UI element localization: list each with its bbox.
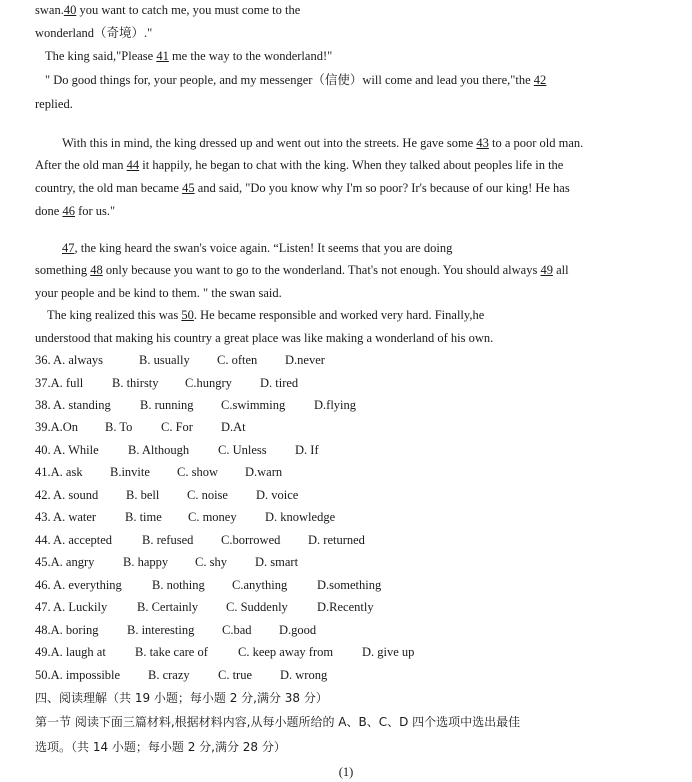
story-line (35, 330, 493, 346)
text: it happily, he began to chat with the king. When they talked about peoples life in the (139, 158, 564, 172)
blank-number: 44 (126, 158, 140, 172)
option-c: C. noise (187, 488, 228, 502)
text: to a poor old man. (488, 136, 584, 150)
text: you want to catch me, you must come to the (76, 3, 301, 17)
option-c: C.borrowed (221, 533, 281, 547)
blank-number: 47 (62, 241, 75, 255)
option-a: 36. A. always (35, 353, 104, 367)
option-a: 49.A. laugh at (35, 645, 106, 659)
option-c: C. Suddenly (226, 600, 288, 614)
option-d: D.Recently (317, 600, 374, 614)
option-d: D. If (295, 443, 319, 457)
option-c: C. show (177, 465, 218, 479)
option-d: D.never (285, 353, 325, 367)
option-a: 46. A. everything (35, 578, 122, 592)
text: me the way to the wonderland!" (168, 49, 333, 63)
blank-number: 43 (476, 136, 489, 150)
option-c: C.swimming (221, 398, 286, 412)
section-heading: 四、阅读理解（共 19 小题；每小题 2 分,满分 38 分） (35, 691, 328, 705)
option-d: D.something (317, 578, 382, 592)
text: . He became responsible and worked very hard. Finally,he (193, 308, 485, 322)
option-d: D. wrong (280, 668, 328, 682)
text: , the king heard the swan's voice again. “Listen! It seems that you are doing (74, 241, 453, 255)
option-a: 47. A. Luckily (35, 600, 108, 614)
text: something (35, 263, 91, 277)
option-b: B. crazy (148, 668, 190, 682)
option-a: 40. A. While (35, 443, 99, 457)
blank-number: 45 (182, 181, 195, 195)
text: understood that making his country a great place was like making a wonderland of his own. (35, 331, 494, 345)
text: The king said,"Please (45, 49, 157, 63)
blank-number: 41 (156, 49, 169, 63)
text: and said, "Do you know why I'm so poor? Ir's because of our king! He has (194, 181, 570, 195)
text: replied. (35, 97, 73, 111)
option-c: C. shy (195, 555, 227, 569)
option-c: C.anything (232, 578, 288, 592)
passage-label: (1) (338, 765, 354, 779)
section-instructions: 选项。（共 14 小题；每小题 2 分,满分 28 分） (35, 740, 286, 754)
section-instructions: 第一节 阅读下面三篇材料,根据材料内容,从每小题所给的 A、B、C、D 四个选项中选出最佳 (35, 715, 521, 729)
option-a: 42. A. sound (35, 488, 99, 502)
option-b: B. interesting (127, 623, 195, 637)
text: country, the old man became (35, 181, 183, 195)
option-c: C. true (218, 668, 253, 682)
option-c: C. keep away from (238, 645, 334, 659)
option-d: D. give up (362, 645, 415, 659)
option-d: D. smart (255, 555, 299, 569)
text: done (35, 204, 63, 218)
story-line (35, 157, 563, 173)
option-c: C.hungry (185, 376, 232, 390)
text: swan. (35, 3, 64, 17)
option-b: B. bell (126, 488, 160, 502)
option-b: B. nothing (152, 578, 205, 592)
story-line (62, 135, 583, 151)
option-a: 45.A. angry (35, 555, 95, 569)
option-d: D.flying (314, 398, 357, 412)
blank-number: 46 (62, 204, 75, 218)
option-a: 37.A. full (35, 376, 84, 390)
option-c: C. For (161, 420, 193, 434)
blank-number: 50 (181, 308, 194, 322)
option-c: C. money (188, 510, 237, 524)
blank-number: 42 (533, 73, 547, 87)
blank-number: 49 (540, 263, 553, 277)
story-line (35, 96, 73, 112)
option-b: B. happy (123, 555, 169, 569)
option-a: 44. A. accepted (35, 533, 113, 547)
story-line (45, 48, 332, 64)
story-line (62, 240, 452, 256)
option-d: D.good (279, 623, 317, 637)
option-a: 41.A. ask (35, 465, 83, 479)
option-d: D. voice (256, 488, 299, 502)
option-b: B. refused (142, 533, 194, 547)
blank-number: 40 (63, 3, 77, 17)
option-a: 39.A.On (35, 420, 79, 434)
option-b: B. Certainly (137, 600, 199, 614)
text: wonderland（奇境）." (35, 26, 153, 40)
option-c: C. often (217, 353, 258, 367)
option-d: D. tired (260, 376, 299, 390)
option-a: 43. A. water (35, 510, 97, 524)
story-line (45, 72, 546, 88)
story-line (35, 203, 115, 219)
option-b: B. usually (139, 353, 190, 367)
option-a: 48.A. boring (35, 623, 99, 637)
option-c: C.bad (222, 623, 252, 637)
text: for us." (74, 204, 116, 218)
option-d: D.At (221, 420, 246, 434)
story-line (35, 2, 300, 18)
text: After the old man (35, 158, 127, 172)
option-a: 38. A. standing (35, 398, 111, 412)
text: only because you want to go to the wonderland. That's not enough. You should always (102, 263, 541, 277)
blank-number: 48 (90, 263, 103, 277)
story-line (47, 307, 484, 323)
option-a: 50.A. impossible (35, 668, 121, 682)
option-d: D.warn (245, 465, 283, 479)
option-d: D. returned (308, 533, 365, 547)
option-b: B. Although (128, 443, 190, 457)
option-b: B. running (140, 398, 194, 412)
option-b: B. take care of (135, 645, 208, 659)
option-b: B. To (105, 420, 133, 434)
text: " Do good things for, your people, and my messenger（信使）will come and lead you there,"the (45, 73, 534, 87)
option-b: B. thirsty (112, 376, 159, 390)
option-d: D. knowledge (265, 510, 336, 524)
text: The king realized this was (47, 308, 182, 322)
option-c: C. Unless (218, 443, 267, 457)
story-line (35, 262, 569, 278)
text: your people and be kind to them. " the swan said. (35, 286, 282, 300)
option-b: B.invite (110, 465, 150, 479)
story-line (35, 285, 282, 301)
text: all (552, 263, 569, 277)
option-b: B. time (125, 510, 162, 524)
text: With this in mind, the king dressed up and went out into the streets. He gave some (62, 136, 477, 150)
story-line (35, 180, 570, 196)
story-line (35, 25, 152, 41)
